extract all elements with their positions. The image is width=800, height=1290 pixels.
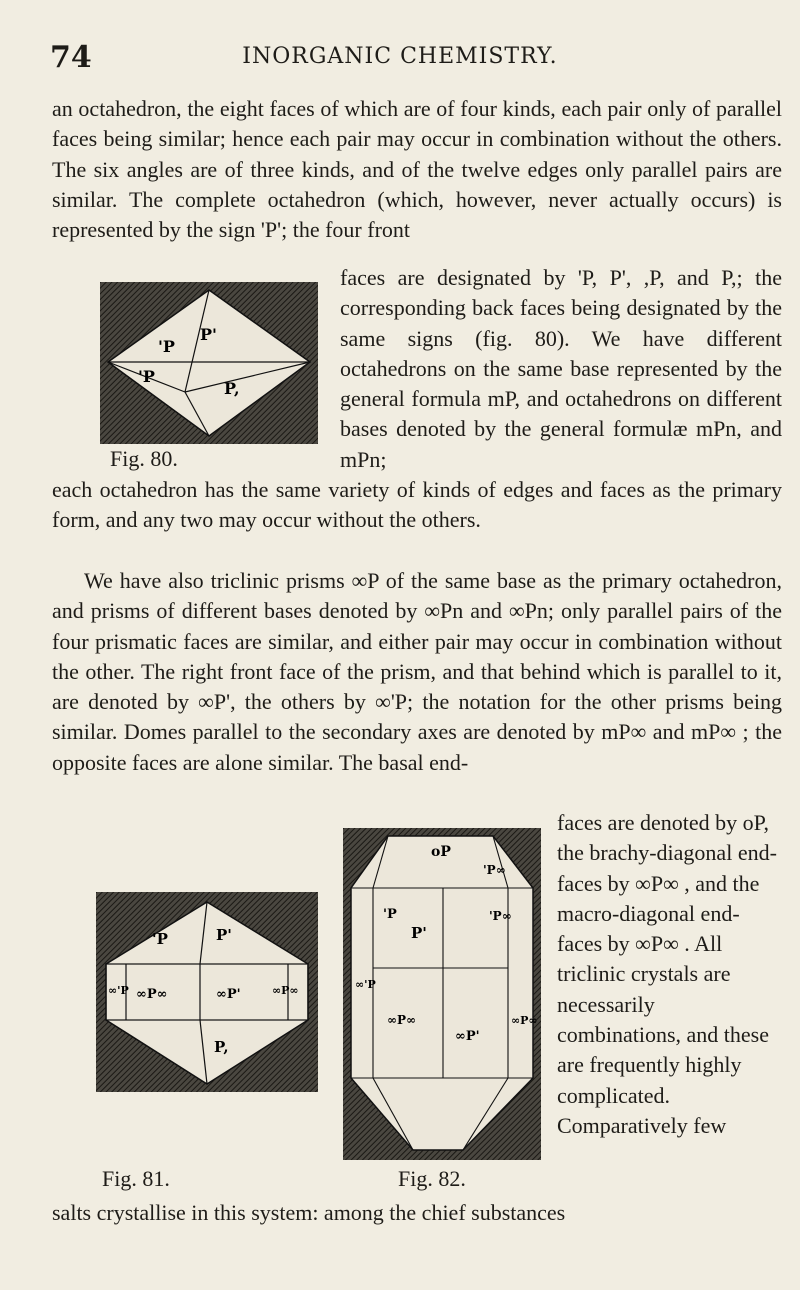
- paragraph-octahedron-faces: faces are designated by 'P, P', ,P, and P,; the corresponding back faces being designated by the same signs (fig. 80). We have different octahedrons on the same base represented by the general formula mP, and octahedrons on different bases denoted by the general formulæ mPn, and mPn;: [340, 265, 782, 472]
- paragraph-prisms: We have also triclinic prisms ∞P of the same base as the primary octahedron, and prisms of different bases denoted by ∞Pn and ∞Pn; only parallel pairs of the four prismatic faces are similar, and either pair may occur in combination without the other. The right front face of the prism, and that behind which is parallel to it, are denoted by ∞P', the others by ∞'P; the notation for the other prisms being similar. Domes parallel to the secondary axes are denoted by mP∞ and mP∞ ; the opposite faces are alone similar. The basal end-: [52, 568, 782, 775]
- face-label: P': [200, 325, 217, 344]
- face-label: P,: [214, 1038, 229, 1056]
- face-label: ∞P': [216, 987, 241, 1002]
- face-label: 'P: [138, 367, 155, 386]
- face-label: oP: [431, 844, 451, 860]
- face-label: ∞'P: [355, 978, 376, 991]
- face-label: ∞'P: [108, 984, 129, 997]
- running-title: INORGANIC CHEMISTRY.: [242, 44, 558, 69]
- face-label: P': [216, 926, 232, 944]
- prism-combination-diagram: [96, 892, 318, 1092]
- face-label: P': [411, 924, 427, 942]
- figure-81-caption: Fig. 81.: [102, 1166, 170, 1191]
- paragraph-octahedron-edges: each octahedron has the same variety of kinds of edges and faces as the primary form, and any two may occur without the others.: [52, 477, 782, 533]
- face-label: 'P∞: [483, 863, 506, 877]
- face-label: P,: [224, 379, 240, 398]
- page-header: [50, 40, 750, 80]
- figure-81: [96, 892, 318, 1092]
- face-label: 'P: [158, 337, 175, 356]
- face-label: ∞P': [455, 1029, 480, 1044]
- face-label: 'P: [152, 930, 168, 948]
- paragraph-octahedron-intro: an octahedron, the eight faces of which are of four kinds, each pair only of parallel faces being similar; hence each pair may occur in combination without the others. The six angles are of three kinds, and of the twelve edges only parallel pairs are similar. The complete octahedron (which, however, never actually occurs) is represented by the sign 'P'; the four front: [52, 96, 782, 243]
- octahedron-diagram: [100, 282, 318, 444]
- face-label: ∞P∞: [272, 984, 299, 997]
- face-label: 'P∞: [489, 909, 512, 923]
- face-label: ∞P∞: [387, 1013, 417, 1027]
- figure-80-caption: Fig. 80.: [110, 446, 178, 471]
- figure-80: [100, 282, 318, 444]
- face-label: ∞P∞: [136, 987, 168, 1002]
- figure-82-caption: Fig. 82.: [398, 1166, 466, 1191]
- page-number: 74: [50, 40, 92, 75]
- domed-prism-diagram: [343, 828, 541, 1160]
- paragraph-end-faces: faces are denoted by oP, the brachy-diagonal end-faces by ∞P∞ , and the macro-diagonal end-faces by ∞P∞ . All triclinic crystals are necessarily combinations, and these are frequently highly complicated. Comparatively few: [557, 810, 777, 1138]
- face-label: 'P: [383, 907, 397, 922]
- paragraph-salts: salts crystallise in this system: among the chief substances: [52, 1200, 566, 1225]
- face-label: ∞P∞: [511, 1014, 538, 1027]
- figure-82: [343, 828, 541, 1160]
